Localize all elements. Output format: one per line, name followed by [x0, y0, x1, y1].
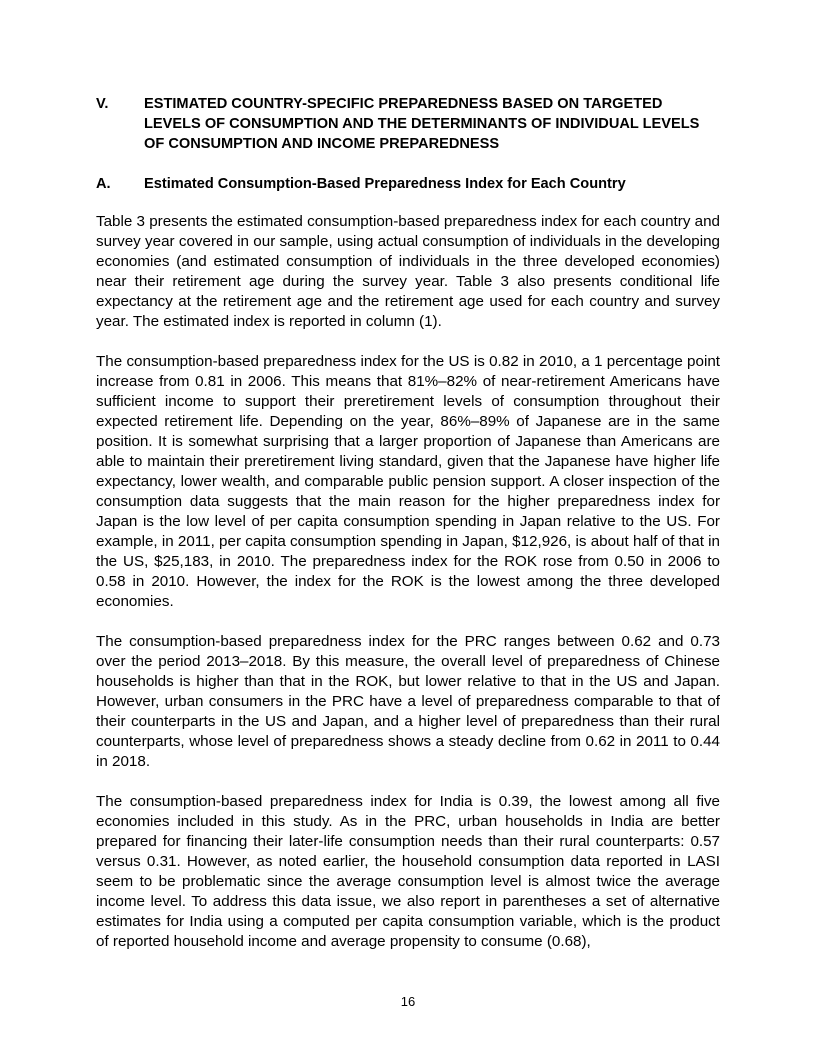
section-number: V. — [96, 96, 109, 112]
section-title: ESTIMATED COUNTRY-SPECIFIC PREPAREDNESS BASED ON TARGETED LEVELS OF CONSUMPTION AND THE DETERMINANTS OF INDIVIDUAL LEVELS OF CONSUMPTION AND INCOME PREPAREDNESS — [144, 96, 700, 152]
paragraph-india: The consumption-based preparedness index for India is 0.39, the lowest among all five economies included in this study. As in the PRC, urban households in India are better prepared for financing their later-life consumption needs than their rural counterparts: 0.57 versus 0.31. However, as noted earlier, the household consumption data reported in LASI seem to be problematic since the average consumption level is almost twice the average income level. To address this data issue, we also report in parentheses a set of alternative estimates for India using a computed per capita consumption variable, which is the product of reported household income and average propensity to consume (0.68), — [96, 793, 720, 950]
page-number: 16 — [400, 994, 416, 1009]
subsection-heading — [96, 174, 720, 194]
paragraph-prc: The consumption-based preparedness index for the PRC ranges between 0.62 and 0.73 over the period 2013–2018. By this measure, the overall level of preparedness of Chinese households is higher than that in the ROK, but lower relative to that in the US and Japan. However, urban consumers in the PRC have a level of preparedness comparable to that of their counterparts in the US and Japan, and a higher level of preparedness than their rural counterparts, whose level of preparedness shows a steady decline from 0.62 in 2011 to 0.44 in 2018. — [96, 633, 720, 770]
paragraph-table3-overview: Table 3 presents the estimated consumption-based preparedness index for each country and survey year covered in our sample, using actual consumption of individuals in the developing economies (and estimated consumption of individuals in the three developed economies) near their retirement age during the survey year. Table 3 also presents conditional life expectancy at the retirement age and the retirement age used for each country and survey year. The estimated index is reported in column (1). — [96, 213, 720, 330]
subsection-number: A. — [96, 176, 111, 192]
paragraph-us-japan-rok: The consumption-based preparedness index for the US is 0.82 in 2010, a 1 percentage point increase from 0.81 in 2006. This means that 81%–82% of near-retirement Americans have sufficient income to support their preretirement levels of consumption throughout their expected retirement life. Depending on the year, 86%–89% of Japanese are in the same position. It is somewhat surprising that a larger proportion of Japanese than Americans are able to maintain their preretirement living standard, given that the Japanese have higher life expectancy, lower wealth, and comparable public pension support. A closer inspection of the consumption data suggests that the main reason for the higher preparedness index for Japan is the low level of per capita consumption spending in Japan relative to the US. For example, in 2011, per capita consumption spending in Japan, $12,926, is about half of that in the US, $25,183, in 2010. The preparedness index for the ROK rose from 0.50 in 2006 to 0.58 in 2010. However, the index for the ROK is the lowest among the three developed economies. — [96, 353, 720, 610]
document-page — [96, 94, 720, 972]
section-heading — [96, 94, 720, 154]
subsection-title: Estimated Consumption-Based Preparedness Index for Each Country — [144, 176, 626, 192]
